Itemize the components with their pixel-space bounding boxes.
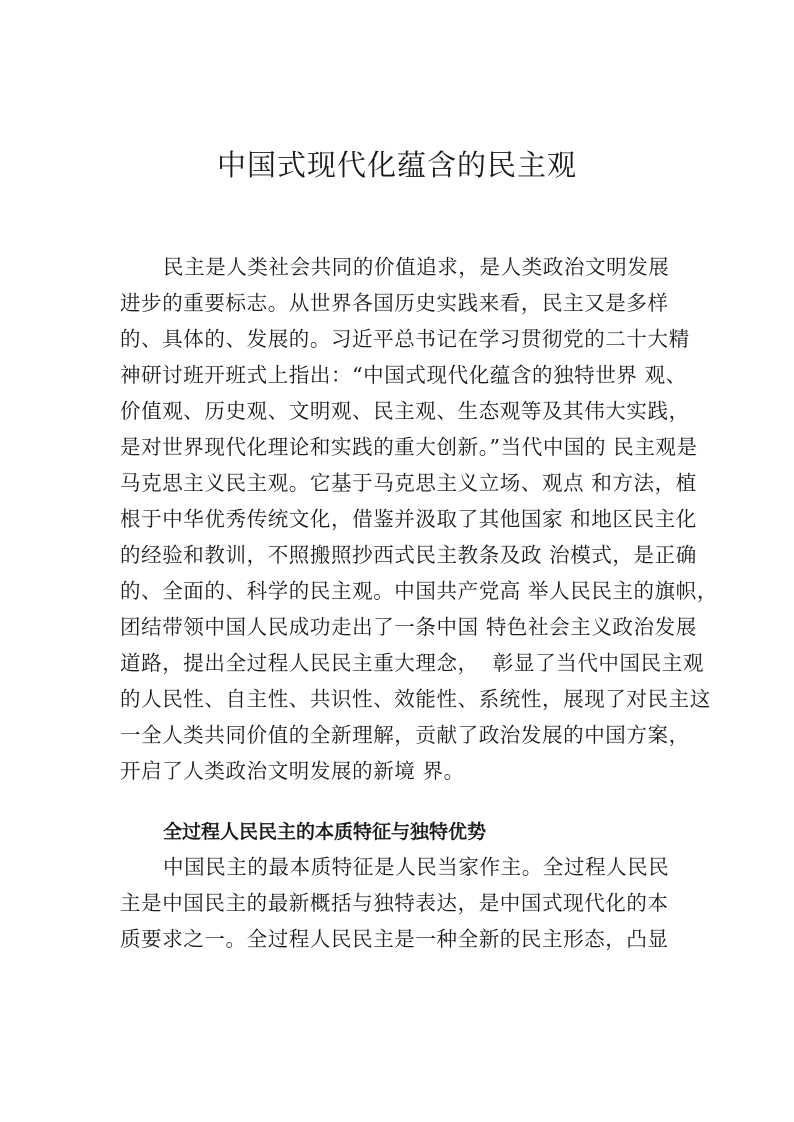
paragraph-line: 进步的重要标志。从世界各国历史实践来看，民主又是多样 [120, 291, 669, 315]
paragraph-line: 的、全面的、科学的民主观。中国共产党高 举人民民主的旗帜， [120, 579, 718, 603]
paragraph-line: 主是中国民主的最新概括与独特表达，是中国式现代化的本 [120, 891, 669, 915]
paragraph-line: 神研讨班开班式上指出：“中国式现代化蕴含的独特世界 观、 [120, 363, 687, 387]
paragraph-line: 根于中华优秀传统文化，借鉴并汲取了其他国家 和地区民主化 [120, 507, 697, 531]
paragraph-line: 的、具体的、发展的。习近平总书记在学习贯彻党的二十大精 [120, 327, 690, 351]
paragraph-line: 中国民主的最本质特征是人民当家作主。全过程人民民 [163, 855, 670, 879]
paragraph-line: 的人民性、自主性、共识性、效能性、系统性，展现了对民主这 [120, 687, 711, 711]
paragraph-line: 是对世界现代化理论和实践的重大创新。”当代中国的 民主观是 [120, 435, 698, 459]
paragraph-line: 道路，提出全过程人民民主重大理念， 彰显了当代中国民主观 [120, 651, 704, 675]
paragraph-line: 价值观、历史观、文明观、民主观、生态观等及其伟大实践， [120, 399, 690, 423]
paragraph-line: 马克思主义民主观。它基于马克思主义立场、观点 和方法，植 [120, 471, 697, 495]
paragraph-line: 质要求之一。全过程人民民主是一种全新的民主形态，凸显 [120, 927, 669, 951]
document-title: 中国式现代化蕴含的民主观 [216, 148, 577, 182]
paragraph-line: 一全人类共同价值的全新理解，贡献了政治发展的中国方案， [120, 723, 690, 747]
paragraph-line: 开启了人类政治文明发展的新境 界。 [120, 759, 465, 783]
paragraph-line: 民主是人类社会共同的价值追求，是人类政治文明发展 [163, 255, 670, 279]
paragraph-line: 的经验和教训，不照搬照抄西式民主教条及政 治模式，是正确 [120, 543, 697, 567]
section-heading: 全过程人民民主的本质特征与独特优势 [163, 821, 487, 843]
paragraph-line: 团结带领中国人民成功走出了一条中国 特色社会主义政治发展 [120, 615, 697, 639]
